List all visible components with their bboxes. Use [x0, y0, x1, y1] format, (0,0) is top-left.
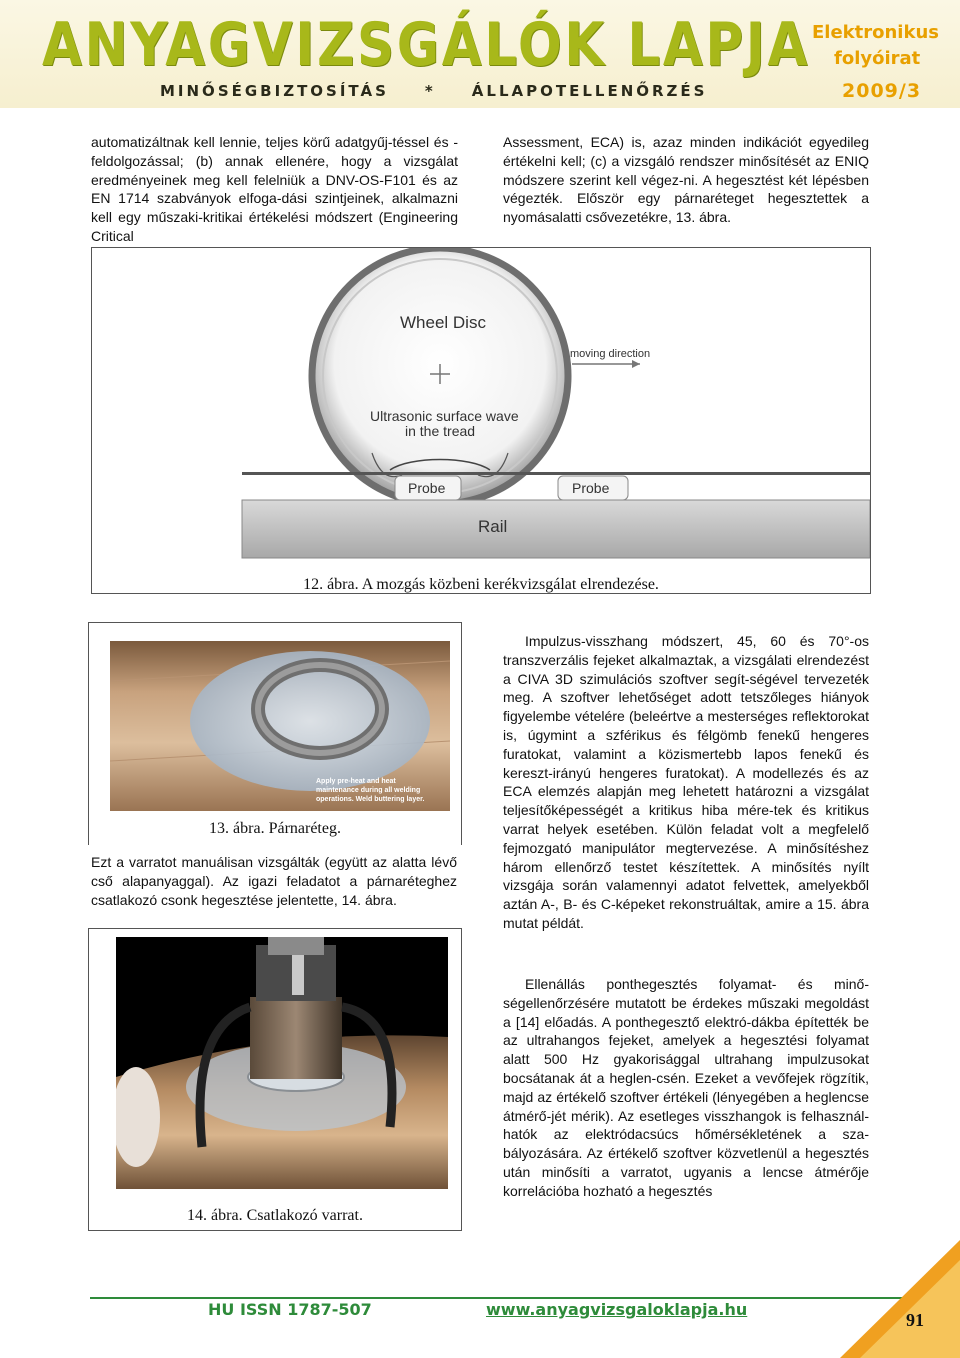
top-right-text: Assessment, ECA) is, azaz minden indikációt egyedileg értékelni kell; (c) a vizsgáló rendszer minősítését az ENIQ módszere szerint kell végez-ni. A hegesztést két lépésben végezték. Először egy párnaréteget hegesztettek a nyomásalatti csővezetékre, 13. ábra.: [503, 134, 869, 226]
wheel-rail-diagram: [92, 248, 870, 566]
probe-right-label: Probe: [572, 480, 610, 496]
brand-line-1: Elektronikus: [812, 22, 939, 43]
pipe-buttering-photo: [110, 641, 450, 811]
wave-label-2: in the tread: [405, 423, 476, 439]
brand-line-2: folyóirat: [834, 48, 921, 69]
moving-direction-label: moving direction: [570, 348, 651, 360]
photo-13-text-1: Apply pre-heat and heat: [316, 778, 396, 785]
subtitle-right: ÁLLAPOTELLENŐRZÉS: [471, 82, 708, 100]
mid-left-paragraph: [91, 853, 457, 909]
mid-left-text: Ezt a varratot manuálisan vizsgálták (együtt az alatta lévő cső alapanyaggal). Az igazi feladatot a párnaréteghez csatlakozó csonk hegesztése jelentette, 14. ábra.: [91, 854, 457, 908]
wave-label-1: Ultrasonic surface wave: [370, 408, 519, 424]
top-right-paragraph: [503, 133, 869, 227]
subtitle-left: MINŐSÉGBIZTOSÍTÁS: [160, 82, 389, 100]
figure-13: [88, 622, 462, 845]
right-text-2: Ellenállás ponthegesztés folyamat- és minő-ségellenőrzésére mutatott be érdekes műszaki megoldást a [14] előadás. A ponthegesztő elektró-dákba építették be az ultrahangos fejeket, amelyek a hegesztési folyamat alatt 500 Hz gyakorisággal ultrahang impulzusokat bocsátanak át a heglen-csén. Ezeket a vevőfejek rögzítik, majd az értékelő szoftver értékeli (lényegében a heglencse átmérő-jét mérik). Az esetleges visszhangok is felhasznál-hatók az elektródacsúcs hőmérsékletének a sza-bályozására. Az értékelő szoftver közvetlenül a hegesztés után minősíti a varratot, ugyanis a lencse átmérője korrelációba hozható a hegesztés: [503, 976, 869, 1199]
photo-13-text-3: operations. Weld buttering layer.: [316, 796, 425, 803]
journal-type: [812, 20, 939, 72]
page-corner-decoration: [840, 1240, 960, 1358]
issue-number: 2009/3: [842, 80, 922, 102]
right-text-1: Impulzus-visszhang módszert, 45, 60 és 70°-os transzverzális fejeket alkalmaztak, a vizsgálati elrendezést a CIVA 3D szimulációs szoftver segít-ségével tervezeték meg. A szoftver lehetőséget adott tetszőleges hiányok figyelembe vételére (beleértve a mesterséges reflektorokat is, úgymint a szférikus és félgömb fenekű hengeres furatokat, valamint a közismertebb lapos fenekű és kereszt-irányú hengeres furatokat). A modellezés és az ECA elemzés alapján meg lehetett határozni a vizsgálat teljesítőképességét a kritikus hiba mére-tek és kritikus varrat helyek esetében. Külön feladat volt a megfelelő fejmozgató manipulátor megtervezése. A minősítéshez három ellenőrző testet készítettek. A minősítés nyílt vizsgája során valamennyi adatot felvettek, amelyekből aztán A-, B- és C-képeket rekonstruáltak, amire a 15. ábra mutat példát.: [503, 633, 869, 931]
figure-12: [91, 247, 871, 594]
subtitle-separator: *: [424, 82, 436, 100]
nozzle-weld-photo: [116, 937, 448, 1189]
right-paragraph-2: [503, 975, 869, 1201]
right-paragraph-1: [503, 632, 869, 933]
footer-website-link[interactable]: www.anyagvizsgaloklapja.hu: [486, 1300, 748, 1319]
page-number: 91: [906, 1310, 924, 1330]
top-left-text: automatizáltnak kell lennie, teljes körű adatgyűj-téssel és -feldolgozással; (b) annak ellenére, hogy a vizsgálat eredményeinek meg kell felelniük a DNV-OS-F101 és az EN 1714 szabványok elfoga-dási szintjeinek, alkalmazni kell egy műszaki-kritikai értékelési módszert (Engineering Critical: [91, 134, 458, 244]
photo-13-text-2: maintenance during all welding: [316, 787, 421, 794]
footer-divider: [90, 1297, 920, 1299]
rail-shape: [242, 500, 870, 558]
figure-14: [88, 928, 462, 1231]
figure-13-caption: 13. ábra. Párnaréteg.: [209, 820, 341, 837]
footer-issn: HU ISSN 1787-507: [208, 1300, 372, 1319]
journal-subtitle: [160, 82, 707, 100]
wheel-disc-label: Wheel Disc: [400, 313, 486, 332]
top-left-paragraph: [91, 133, 458, 246]
rail-label: Rail: [478, 517, 508, 536]
figure-14-caption: 14. ábra. Csatlakozó varrat.: [187, 1207, 363, 1224]
probe-left-label: Probe: [408, 480, 446, 496]
figure-12-caption: 12. ábra. A mozgás közbeni kerékvizsgálat elrendezése.: [303, 576, 659, 593]
journal-title: ANYAGVIZSGÁLÓK LAPJA: [42, 10, 811, 80]
masthead: [0, 0, 960, 108]
